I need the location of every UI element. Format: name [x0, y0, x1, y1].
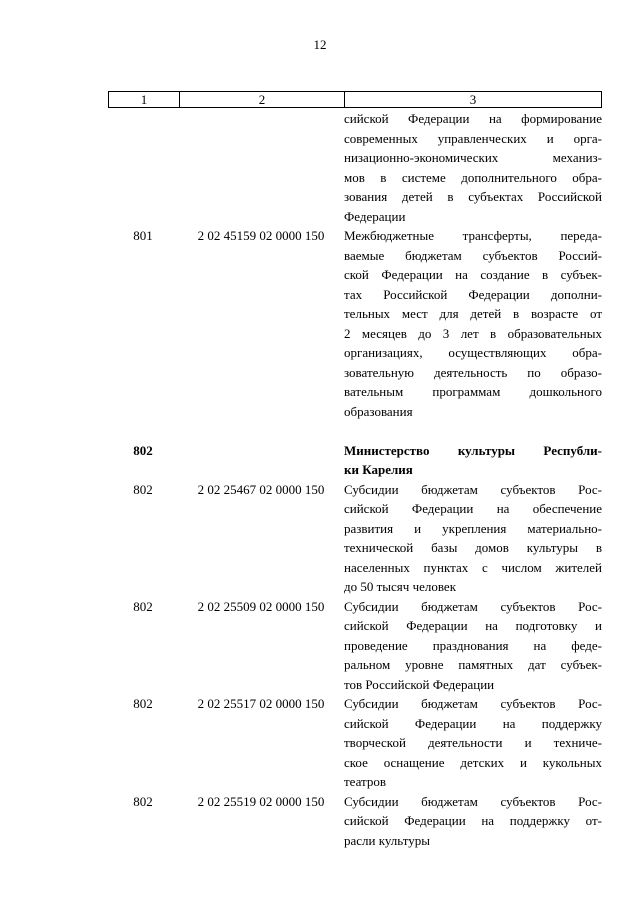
- description-line: технической базы домов культуры в: [344, 540, 602, 555]
- description-line: Субсидии бюджетам субъектов Рос-: [344, 481, 602, 497]
- description-line: театров: [344, 774, 387, 789]
- row-code: 801: [133, 228, 153, 243]
- row-description: [344, 597, 602, 695]
- description-line: Министерство культуры Республи-: [344, 442, 602, 458]
- table-row: [108, 226, 602, 421]
- description-line: творческой деятельности и техниче-: [344, 735, 602, 750]
- description-line: зования детей в субъектах Российской: [344, 189, 602, 204]
- row-classification-code: 2 02 45159 02 0000 150: [197, 228, 325, 243]
- description-line: Субсидии бюджетам субъектов Рос-: [344, 793, 602, 809]
- description-line: проведение празднования на феде-: [344, 637, 602, 653]
- description-line: вательным программам дошкольного: [344, 384, 602, 399]
- description-line: развития и укрепления материально-: [344, 520, 602, 536]
- description-line: сийской Федерации на формирование: [344, 111, 602, 126]
- description-line: тах Российской Федерации дополни-: [344, 286, 602, 302]
- row-classification-code: 2 02 25519 02 0000 150: [197, 793, 325, 809]
- description-line: сийской Федерации на поддержку: [344, 715, 602, 731]
- description-line: мов в системе дополнительного обра-: [344, 169, 602, 185]
- header-col-1: 1: [109, 92, 180, 107]
- row-classification-code: 2 02 25509 02 0000 150: [197, 598, 325, 614]
- description-line: образования: [344, 403, 413, 419]
- row-description: [344, 226, 602, 421]
- description-line: Субсидии бюджетам субъектов Рос-: [344, 696, 602, 711]
- row-classification-code: 2 02 25517 02 0000 150: [197, 696, 325, 711]
- description-line: ской Федерации на создание в субъек-: [344, 267, 602, 282]
- table-row: [108, 109, 602, 226]
- row-classification-code: 2 02 25467 02 0000 150: [197, 481, 325, 497]
- description-line: тельных мест для детей в возрасте от: [344, 306, 602, 321]
- header-col-2: 2: [180, 92, 345, 107]
- description-line: Федерации: [344, 208, 406, 224]
- table-row: [108, 792, 602, 851]
- description-line: Межбюджетные трансферты, переда-: [344, 228, 602, 243]
- description-line: современных управленческих и орга-: [344, 130, 602, 146]
- description-line: организациях, осуществляющих обра-: [344, 345, 602, 360]
- description-line: сийской Федерации на обеспечение: [344, 501, 602, 516]
- row-code: 802: [133, 442, 153, 458]
- description-line: 2 месяцев до 3 лет в образовательных: [344, 325, 602, 341]
- table-row: [108, 480, 602, 597]
- description-line: Субсидии бюджетам субъектов Рос-: [344, 598, 602, 614]
- description-line: до 50 тысяч человек: [344, 579, 457, 594]
- row-code: 802: [133, 598, 153, 614]
- row-description: [344, 792, 602, 851]
- description-line: низационно-экономических механиз-: [344, 150, 602, 165]
- table-header-row: [108, 91, 602, 108]
- header-col-3: 3: [469, 92, 477, 107]
- row-description: [344, 480, 602, 597]
- row-code: 802: [133, 481, 153, 497]
- description-line: ваемые бюджетам субъектов Россий-: [344, 247, 602, 263]
- description-line: ки Карелия: [344, 462, 413, 477]
- row-description: [344, 441, 602, 480]
- table-row: [108, 597, 602, 695]
- page-number: 12: [313, 37, 327, 52]
- description-line: ральном уровне памятных дат субъек-: [344, 657, 602, 672]
- description-line: сийской Федерации на подготовку и: [344, 618, 602, 633]
- table-section-row: [108, 441, 602, 480]
- row-description: [344, 694, 602, 792]
- table-body: [108, 109, 602, 850]
- description-line: тов Российской Федерации: [344, 676, 495, 692]
- row-code: 802: [133, 696, 153, 711]
- description-line: сийской Федерации на поддержку от-: [344, 813, 602, 828]
- description-line: расли культуры: [344, 832, 430, 848]
- row-code: 802: [133, 793, 153, 809]
- description-line: населенных пунктах с числом жителей: [344, 559, 602, 575]
- table-row: [108, 694, 602, 792]
- description-line: ское оснащение детских и кукольных: [344, 754, 602, 770]
- description-line: зовательную деятельность по образо-: [344, 364, 602, 380]
- row-description: [344, 109, 602, 226]
